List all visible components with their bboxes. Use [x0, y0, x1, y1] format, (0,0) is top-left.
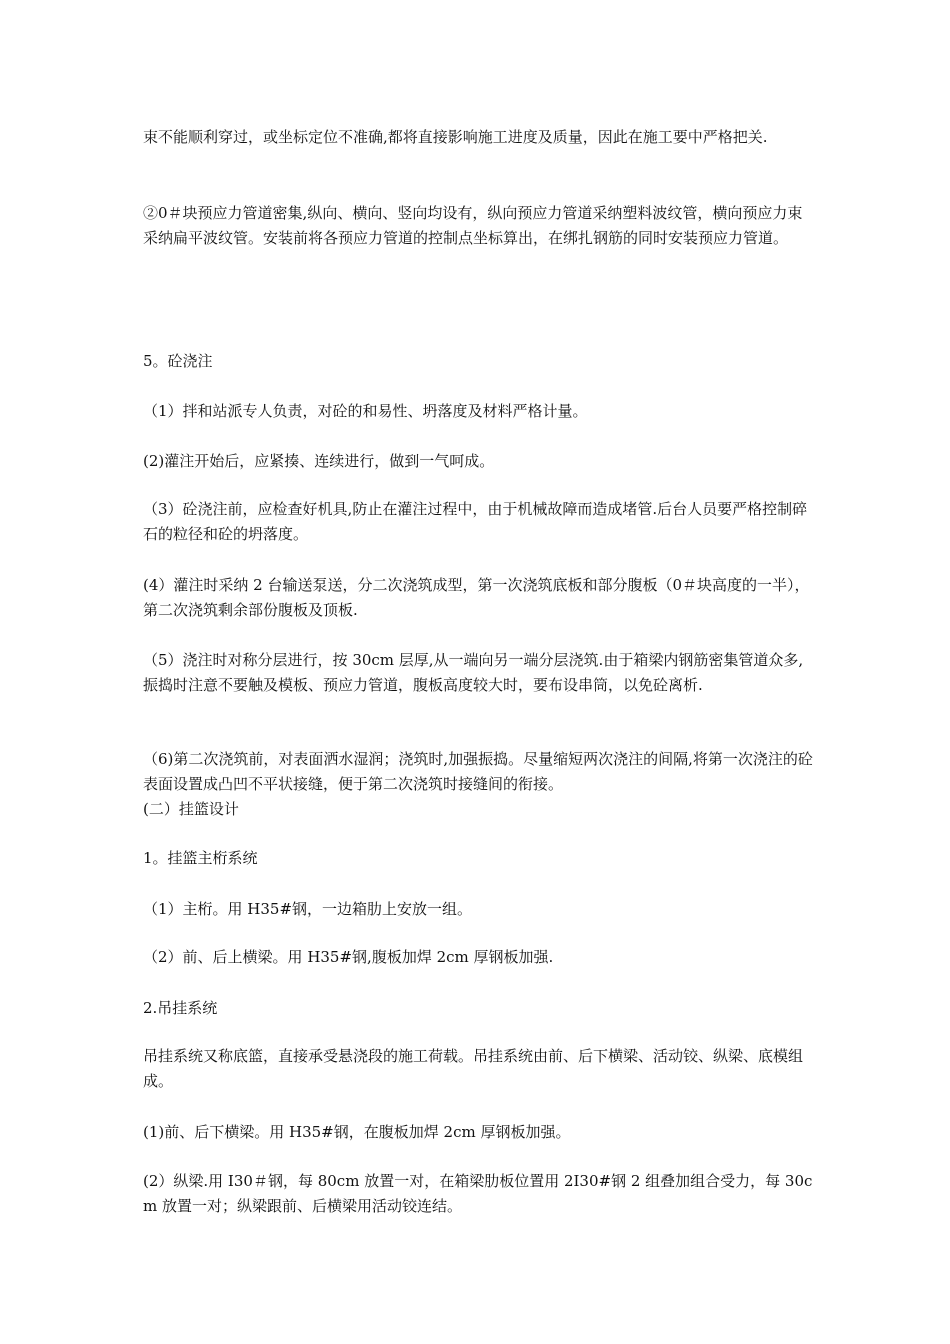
paragraph-main-truss-2: （2）前、后上横梁。用 H35#钢,腹板加焊 2cm 厚钢板加强.: [143, 948, 554, 966]
section-heading-basket-design: (二）挂篮设计: [143, 800, 239, 818]
paragraph-item-5: （5）浇注时对称分层进行，按 30cm 层厚,从一端向另一端分层浇筑.由于箱梁内钢筋密集管道众多,振捣时注意不要触及模板、预应力管道，腹板高度较大时，要布设串筒，以免砼离析.: [143, 651, 804, 694]
paragraph-item-3: （3）砼浇注前，应检查好机具,防止在灌注过程中，由于机械故障而造成堵管.后台人员要严格控制碎石的粒径和砼的坍落度。: [143, 500, 808, 543]
section-heading-5: 5。砼浇注: [143, 352, 213, 370]
paragraph-item-1: （1）拌和站派专人负责，对砼的和易性、坍落度及材料严格计量。: [143, 402, 588, 420]
paragraph-item-2: (2)灌注开始后，应紧揍、连续进行，做到一气呵成。: [143, 452, 495, 470]
paragraph-item-4: (4）灌注时采纳 2 台输送泵送，分二次浇筑成型，第一次浇筑底板和部分腹板（0＃块高度的一半），第二次浇筑剩余部份腹板及顶板.: [143, 576, 810, 619]
subheading-hanging-system: 2.吊挂系统: [143, 999, 218, 1017]
paragraph-2: ②0＃块预应力管道密集,纵向、横向、竖向均设有，纵向预应力管道采纳塑料波纹管，横向预应力束采纳扁平波纹管。安装前将各预应力管道的控制点坐标算出，在绑扎钢筋的同时安装预应力管道。: [143, 204, 803, 247]
paragraph-hanging-intro: 吊挂系统又称底篮，直接承受悬浇段的施工荷载。吊挂系统由前、后下横梁、活动铰、纵梁、底模组成。: [143, 1047, 804, 1090]
paragraph-main-truss-1: （1）主桁。用 H35#钢，一边箱肋上安放一组。: [143, 900, 473, 918]
paragraph-1: 束不能顺利穿过，或坐标定位不准确,都将直接影响施工进度及质量，因此在施工要中严格把关.: [143, 128, 768, 146]
subheading-main-truss: 1。挂篮主桁系统: [143, 849, 258, 867]
paragraph-hanging-2: (2）纵梁.用 I30＃钢，每 80cm 放置一对，在箱梁肋板位置用 2I30#钢 2 组叠加组合受力，每 30cm 放置一对；纵梁跟前、后横梁用活动铰连结。: [143, 1172, 813, 1215]
paragraph-item-6: （6)第二次浇筑前，对表面洒水湿润；浇筑时,加强振捣。尽量缩短两次浇注的间隔,将第一次浇注的砼表面设置成凸凹不平状接缝，便于第二次浇筑时接缝间的衔接。: [143, 750, 813, 793]
paragraph-hanging-1: (1)前、后下横梁。用 H35#钢，在腹板加焊 2cm 厚钢板加强。: [143, 1123, 571, 1141]
